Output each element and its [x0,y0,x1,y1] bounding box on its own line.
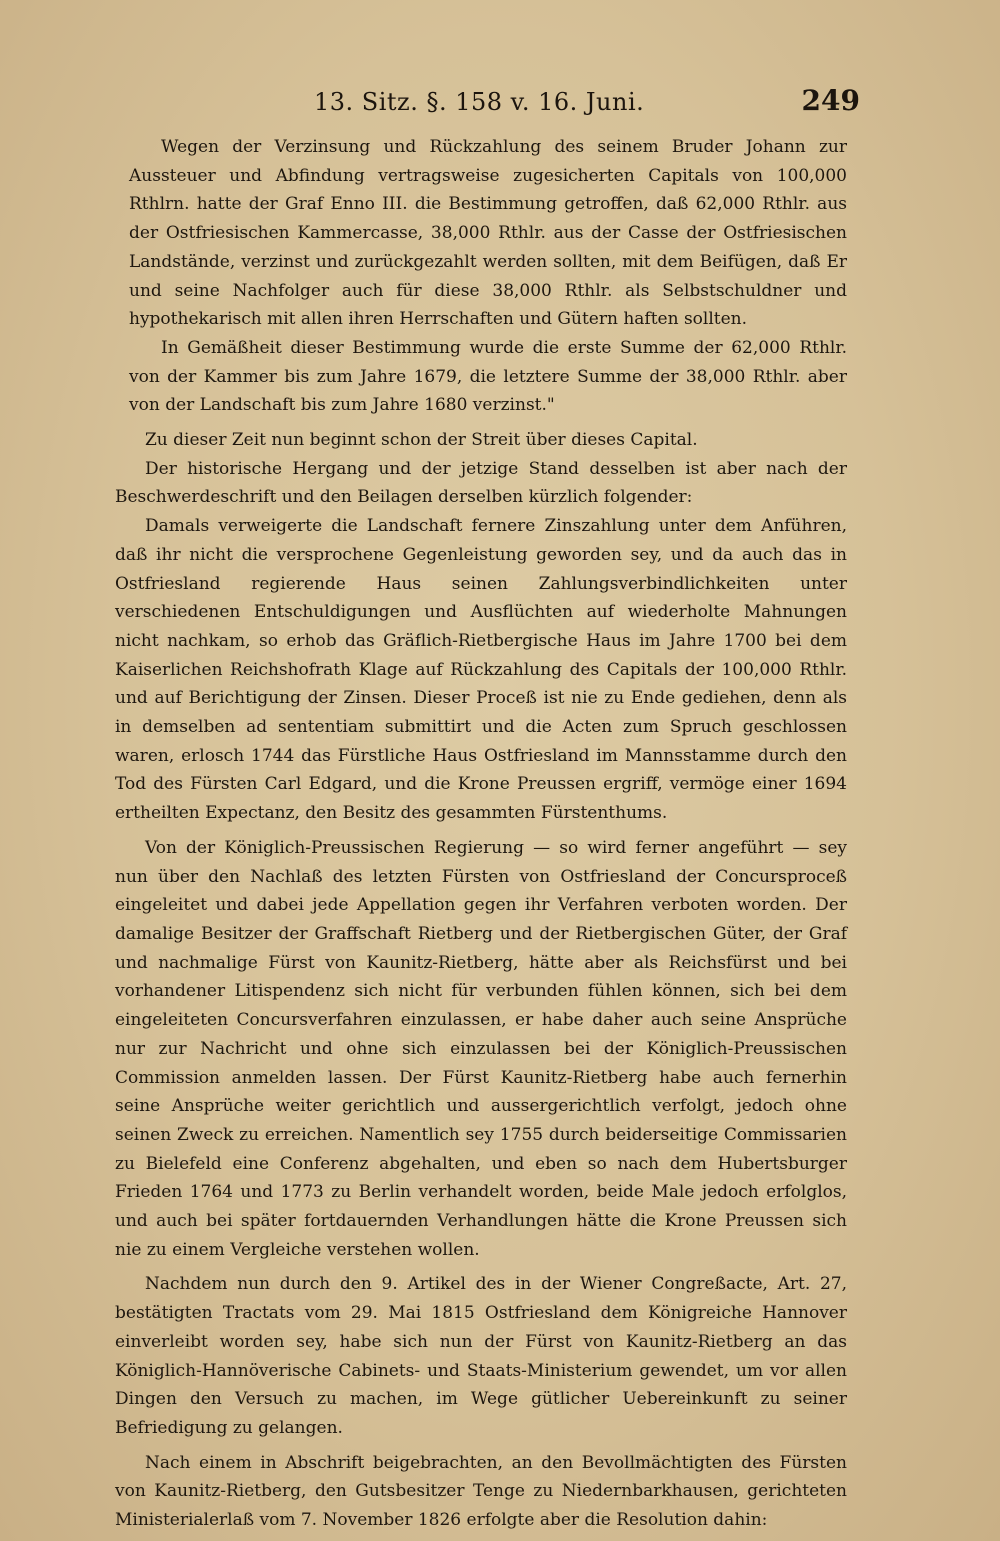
paragraph-6: Von der Königlich-Preussischen Regierung — so wird ferner angeführt — sey nun über den Nachlaß des letzten Fürsten von Ostfriesland der Concursproceß eingeleitet und dabei jede Appellation gegen ihr Verfahren verboten worden. Der damalige Besitzer der Graffschaft Rietberg und der Rietbergischen Güter, der Graf und nachmalige Fürst von Kaunitz-Rietberg, hätte aber als Reichsfürst und bei vorhandener Litispendenz sich nicht für verbunden fühlen können, sich bei dem eingeleiteten Concursverfahren einzulassen, er habe daher auch seine Ansprüche nur zur Nachricht und ohne sich einzulassen bei der Königlich-Preussischen Commission anmelden lassen. Der Fürst Kaunitz-Rietberg habe auch fernerhin seine Ansprüche weiter gerichtlich und aussergerichtlich verfolgt, jedoch ohne seinen Zweck zu erreichen. Namentlich sey 1755 durch beiderseitige Commissarien zu Bielefeld eine Conferenz abgehalten, und eben so nach dem Hubertsburger Frieden 1764 und 1773 zu Berlin verhandelt worden, beide Male jedoch erfolglos, und auch bei später fortdauernden Verhandlungen hätte die Krone Preussen sich nie zu einem Vergleiche verstehen wollen. [115,837,847,1260]
paragraph-quoted-2: In Gemäßheit dieser Bestimmung wurde die erste Summe der 62,000 Rthlr. von der Kammer bis zum Jahre 1679, die letztere Summe der 38,000 Rthlr. aber von der Landschaft bis zum Jahre 1680 verzinst." [129,337,847,416]
paragraph-quoted-1: Wegen der Verzinsung und Rückzahlung des seinem Bruder Johann zur Aussteuer und Abfindung vertragsweise zugesicherten Capitals von 100,000 Rthlrn. hatte der Graf Enno III. die Bestimmung getroffen, daß 62,000 Rthlr. aus der Ostfriesischen Kammercasse, 38,000 Rthlr. aus der Casse der Ostfriesischen Landstände, verzinst und zurückgezahlt werden sollten, mit dem Beifügen, daß Er und seine Nachfolger auch für diese 38,000 Rthlr. als Selbstschuldner und hypothekarisch mit allen ihren Herrschaften und Gütern haften sollten. [129,137,847,330]
paragraph-4: Der historische Hergang und der jetzige Stand desselben ist aber nach der Beschwerdeschrift und den Beilagen derselben kürzlich folgender: [115,458,847,508]
paragraph-5: Damals verweigerte die Landschaft fernere Zinszahlung unter dem Anführen, daß ihr nicht die versprochene Gegenleistung geworden sey, und da auch das in Ostfriesland regierende Haus seinen Zahlungsverbindlichkeiten unter verschiedenen Entschuldigungen und Ausflüchten auf wiederholte Mahnungen nicht nachkam, so erhob das Gräflich-Rietbergische Haus im Jahre 1700 bei dem Kaiserlichen Reichshofrath Klage auf Rückzahlung des Capitals der 100,000 Rthlr. und auf Berichtigung der Zinsen. Dieser Proceß ist nie zu Ende gediehen, denn als in demselben ad sententiam submittirt und die Acten zum Spruch geschlossen waren, erlosch 1744 das Fürstliche Haus Ostfriesland im Mannsstamme durch den Tod des Fürsten Carl Edgard, und die Krone Preussen ergriff, vermöge einer 1694 ertheilten Expectanz, den Besitz des gesammten Fürstenthums. [115,516,847,824]
running-title: 13. Sitz. §. 158 v. 16. Juni. [314,88,645,116]
paragraph-8: Nach einem in Abschrift beigebrachten, an den Bevollmächtigten des Fürsten von Kaunitz-Rietberg, den Gutsbesitzer Tenge zu Niedernbarkhausen, gerichteten Ministerialerlaß vom 7. November 1826 erfolgte aber die Resolution dahin: [115,1452,847,1531]
page-number: 249 [801,84,860,117]
paragraph-7: Nachdem nun durch den 9. Artikel des in der Wiener Congreßacte, Art. 27, bestätigten Tractats vom 29. Mai 1815 Ostfriesland dem Königreiche Hannover einverleibt worden sey, habe sich nun der Fürst von Kaunitz-Rietberg an das Königlich-Hannöverische Cabinets- und Staats-Ministerium gewendet, um vor allen Dingen den Versuch zu machen, im Wege gütlicher Uebereinkunft zu seiner Befriedigung zu gelangen. [115,1274,847,1438]
running-header [300,84,860,122]
body-text [115,133,847,1535]
paragraph-3: Zu dieser Zeit nun beginnt schon der Streit über dieses Capital. [145,430,698,451]
